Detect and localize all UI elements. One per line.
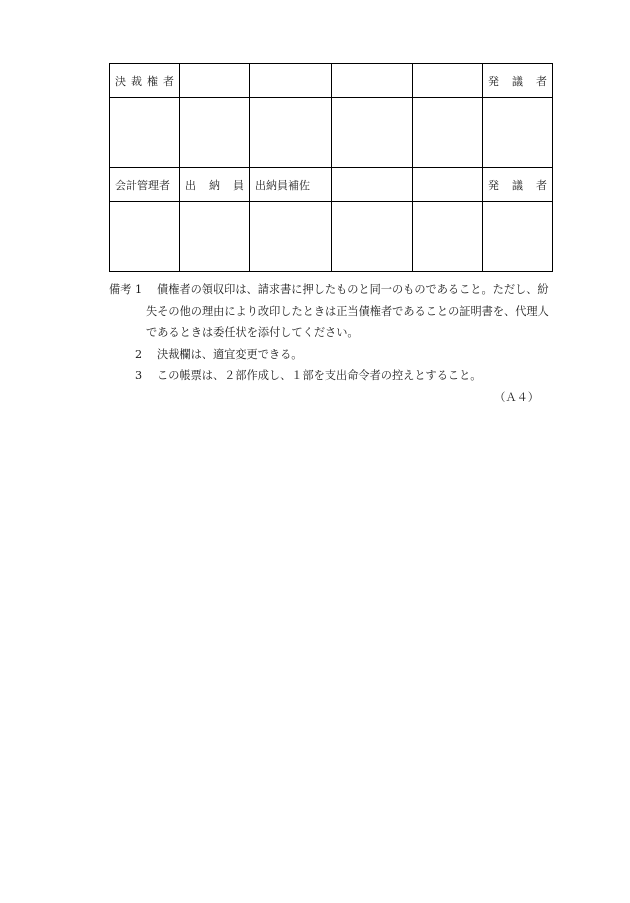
decision-authority-label: 決 裁 権 者: [110, 64, 180, 98]
stamp-cell: [250, 98, 332, 168]
approval-label-row-2: [110, 168, 553, 202]
proposer-label: 発 議 者: [483, 168, 553, 202]
approval-label-row-1: [110, 64, 553, 98]
remark-item-3: [109, 365, 567, 387]
remark-text-line: 失その他の理由により改印したときは正当債権者であることの証明書を、代理人: [146, 304, 549, 318]
remark-text-line: 決裁欄は、適宜変更できる。: [157, 347, 303, 361]
stamp-cell: [180, 202, 250, 272]
remark-text-line: 債権者の領収印は、請求書に押したものと同一のものであること。ただし、紛: [157, 283, 549, 296]
accounting-manager-label: 会計管理者: [110, 168, 180, 202]
stamp-cell: [332, 202, 413, 272]
label-cell: [332, 168, 413, 202]
remark-number: 3: [135, 369, 143, 382]
label-cell: [413, 64, 483, 98]
label-cell: [413, 168, 483, 202]
remarks-heading: 備考: [109, 283, 132, 296]
stamp-cell: [110, 98, 180, 168]
remark-item-2: [109, 344, 567, 366]
remark-text-line: この帳票は、２部作成し、１部を支出命令者の控えとすること。: [157, 369, 482, 382]
approval-stamp-row-1: [110, 98, 553, 168]
label-cell: [332, 64, 413, 98]
label-cell: [180, 64, 250, 98]
stamp-cell: [413, 202, 483, 272]
remark-number: 1: [135, 283, 143, 296]
form-size-label: （Ａ４）: [494, 390, 539, 404]
stamp-cell: [483, 202, 553, 272]
stamp-cell: [110, 202, 180, 272]
assistant-cashier-label: 出納員補佐: [250, 168, 332, 202]
remark-number: 2: [135, 347, 143, 361]
stamp-cell: [250, 202, 332, 272]
label-cell: [250, 64, 332, 98]
approval-stamp-table: [109, 63, 553, 272]
remark-text-line: であるときは委任状を添付してください。: [146, 326, 359, 339]
approval-stamp-row-2: [110, 202, 553, 272]
remarks-section: [109, 279, 567, 408]
cashier-label: 出 納 員: [180, 168, 250, 202]
remark-item-1: [109, 279, 567, 301]
proposer-label: 発 議 者: [483, 64, 553, 98]
stamp-cell: [483, 98, 553, 168]
stamp-cell: [180, 98, 250, 168]
stamp-cell: [413, 98, 483, 168]
stamp-cell: [332, 98, 413, 168]
